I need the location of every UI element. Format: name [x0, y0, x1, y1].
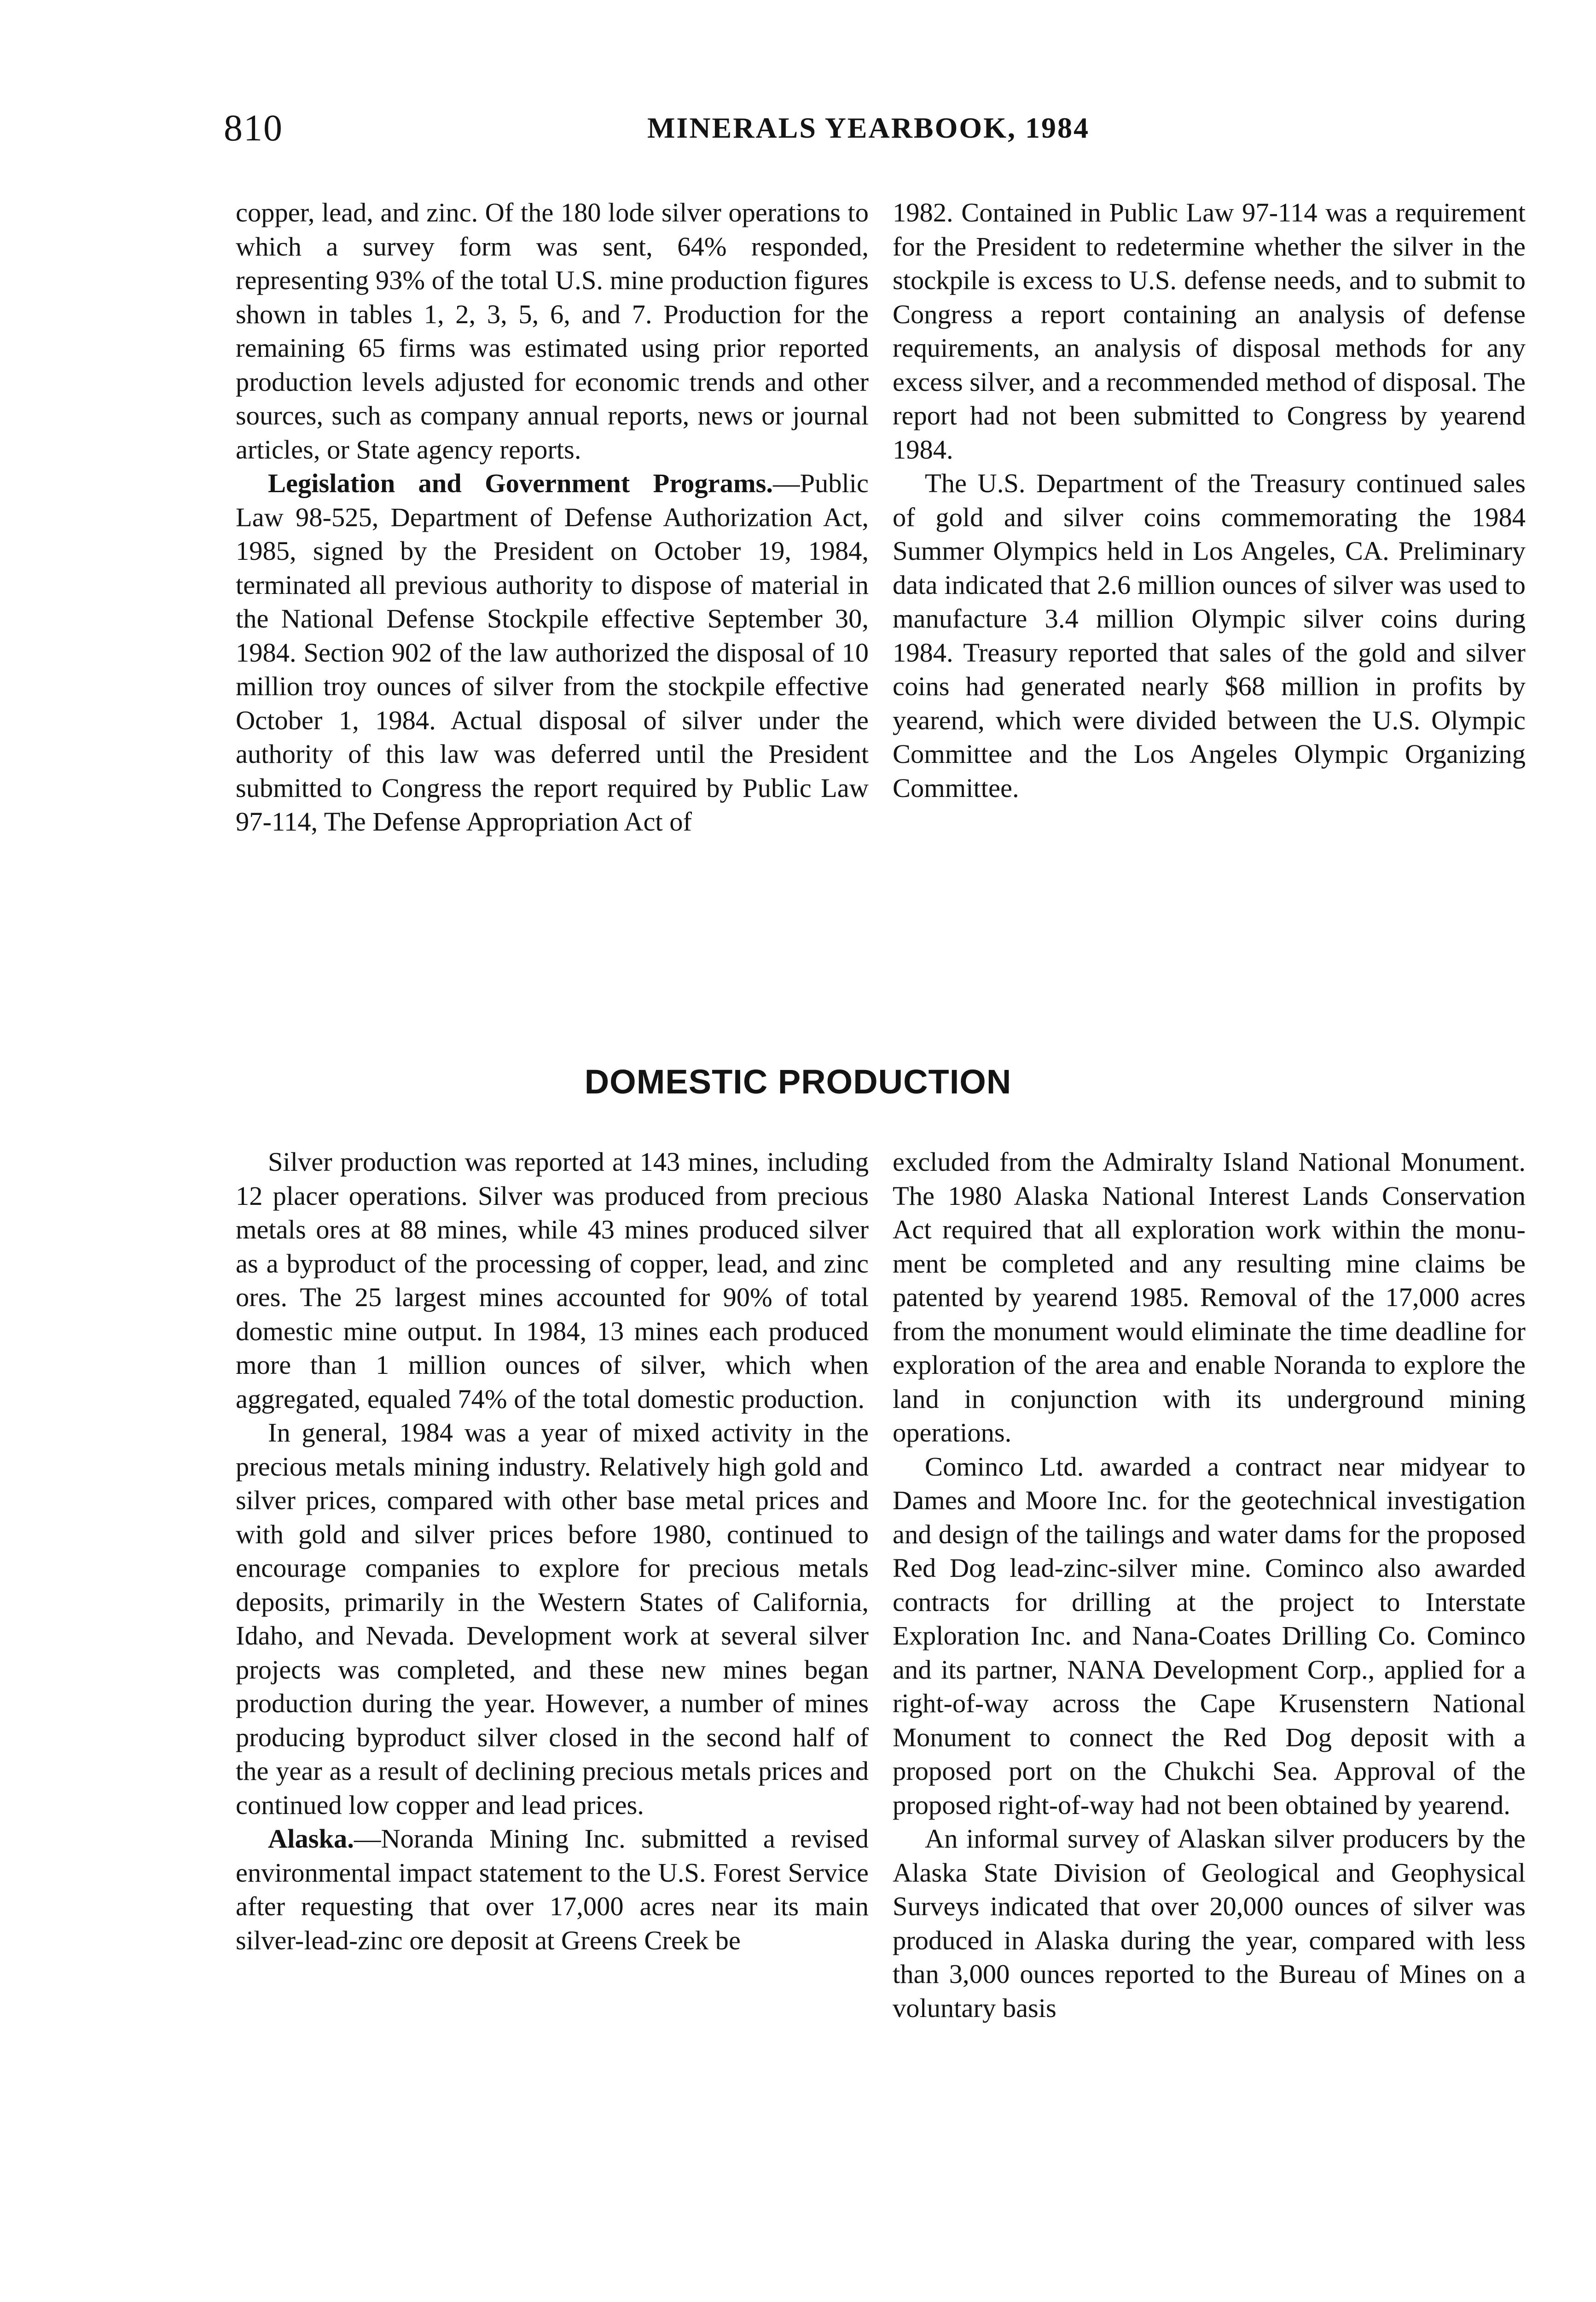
paragraph: 1982. Contained in Public Law 97-114 was a requirement for the President to redetermine whether the silver in the stockpile is excess to U.S. defense needs, and to submit to Congress a report containing an analysis of defense requirements, an analysis of disposal methods for any excess silver, and a recommended method of disposal. The report had not been submitted to Congress by yearend 1984.: [893, 198, 1526, 465]
run-in-heading-legislation: Legislation and Government Programs.: [268, 468, 773, 498]
lower-right-column: [893, 1145, 1526, 2025]
paragraph: In general, 1984 was a year of mixed activity in the precious metals mining industry. Relatively high gold and silver prices, compared with other base metal prices and with gold and silver prices before 1980, continued to encourage companies to explore for precious metals deposits, primarily in the Western States of California, Idaho, and Nevada. Development work at several silver projects was completed, and these new mines began production during the year. However, a number of mines producing byproduct silver closed in the second half of the year as a result of declining precious metals prices and continued low copper and lead prices.: [236, 1418, 869, 1820]
page-number: 810: [224, 107, 283, 149]
paragraph: Silver production was reported at 143 mines, including 12 placer operations. Silver was produced from precious metals ores at 88 mines, while 43 mines produced silver as a byproduct of the processing of copper, lead, and zinc ores. The 25 largest mines accounted for 90% of total domestic mine output. In 1984, 13 mines each produced more than 1 million ounces of silver, which when aggregated, equaled 74% of the total domestic production.: [236, 1147, 869, 1414]
run-in-heading-alaska: Alaska.: [268, 1824, 354, 1854]
paragraph: The U.S. Department of the Treasury continued sales of gold and silver coins commemorating the 1984 Summer Olympics held in Los Angeles, CA. Preliminary data indicated that 2.6 million ounces of silver was used to manufacture 3.4 million Olympic silver coins during 1984. Treasury reported that sales of the gold and silver coins had generated nearly $68 million in profits by yearend, which were divided between the U.S. Olympic Committee and the Los Angeles Olympic Organizing Committee.: [893, 468, 1526, 803]
running-title: MINERALS YEARBOOK, 1984: [647, 111, 1090, 144]
paragraph-body: —Public Law 98-525, Department of Defense Authorization Act, 1985, signed by the President on October 19, 1984, terminated all previous authority to dispose of material in the National Defense Stockpile effective September 30, 1984. Section 902 of the law authorized the disposal of 10 million troy ounces of silver from the stockpile effective October 1, 1984. Actual disposal of silver under the authority of this law was deferred until the President submitted to Congress the report required by Public Law 97-114, The Defense Appropriation Act of: [236, 468, 869, 837]
lower-left-column: [236, 1145, 869, 1957]
page-header: [224, 105, 1554, 156]
paragraph: An informal survey of Alaskan silver producers by the Alaska State Division of Geological and Geophysical Surveys indicated that over 20,000 ounces of silver was produced in Alaska during the year, compared with less than 3,000 ounces reported to the Bureau of Mines on a voluntary basis: [893, 1824, 1526, 2023]
upper-left-column: [236, 196, 869, 839]
paragraph: Cominco Ltd. awarded a contract near midyear to Dames and Moore Inc. for the geotechnical investigation and design of the tailings and water dams for the proposed Red Dog lead-zinc-silver mine. Cominco also awarded contracts for drilling at the project to Interstate Exploration Inc. and Nana-Coates Drilling Co. Cominco and its partner, NANA Development Corp., applied for a right-of-way across the Cape Krusenstern National Monument to connect the Red Dog deposit with a proposed port on the Chukchi Sea. Approval of the proposed right-of-way had not been obtained by yearend.: [893, 1451, 1526, 1820]
paragraph: excluded from the Admiralty Island National Monument. The 1980 Alaska National Interest Lands Conservation Act required that all exploration work within the monument be completed and any resulting mine claims be patented by yearend 1985. Removal of the 17,000 acres from the monument would eliminate the time deadline for exploration of the area and enable Noranda to explore the land in conjunction with its underground mining operations.: [893, 1147, 1526, 1447]
paragraph-body: —Noranda Mining Inc. submitted a revised environmental impact statement to the U.S. Forest Service after requesting that over 17,000 acres near its main silver-lead-zinc ore deposit at Greens Creek be: [236, 1824, 869, 1955]
paragraph-legislation: [236, 466, 869, 839]
section-heading: DOMESTIC PRODUCTION: [584, 1063, 1012, 1101]
upper-right-column: [893, 196, 1526, 805]
paragraph: copper, lead, and zinc. Of the 180 lode silver operations to which a survey form was sent, 64% responded, representing 93% of the total U.S. mine production figures shown in tables 1, 2, 3, 5, 6, and 7. Production for the remaining 65 firms was estimated using prior reported production levels adjusted for economic trends and other sources, such as company annual reports, news or journal articles, or State agency reports.: [236, 198, 869, 465]
paragraph-alaska: [236, 1822, 869, 1957]
